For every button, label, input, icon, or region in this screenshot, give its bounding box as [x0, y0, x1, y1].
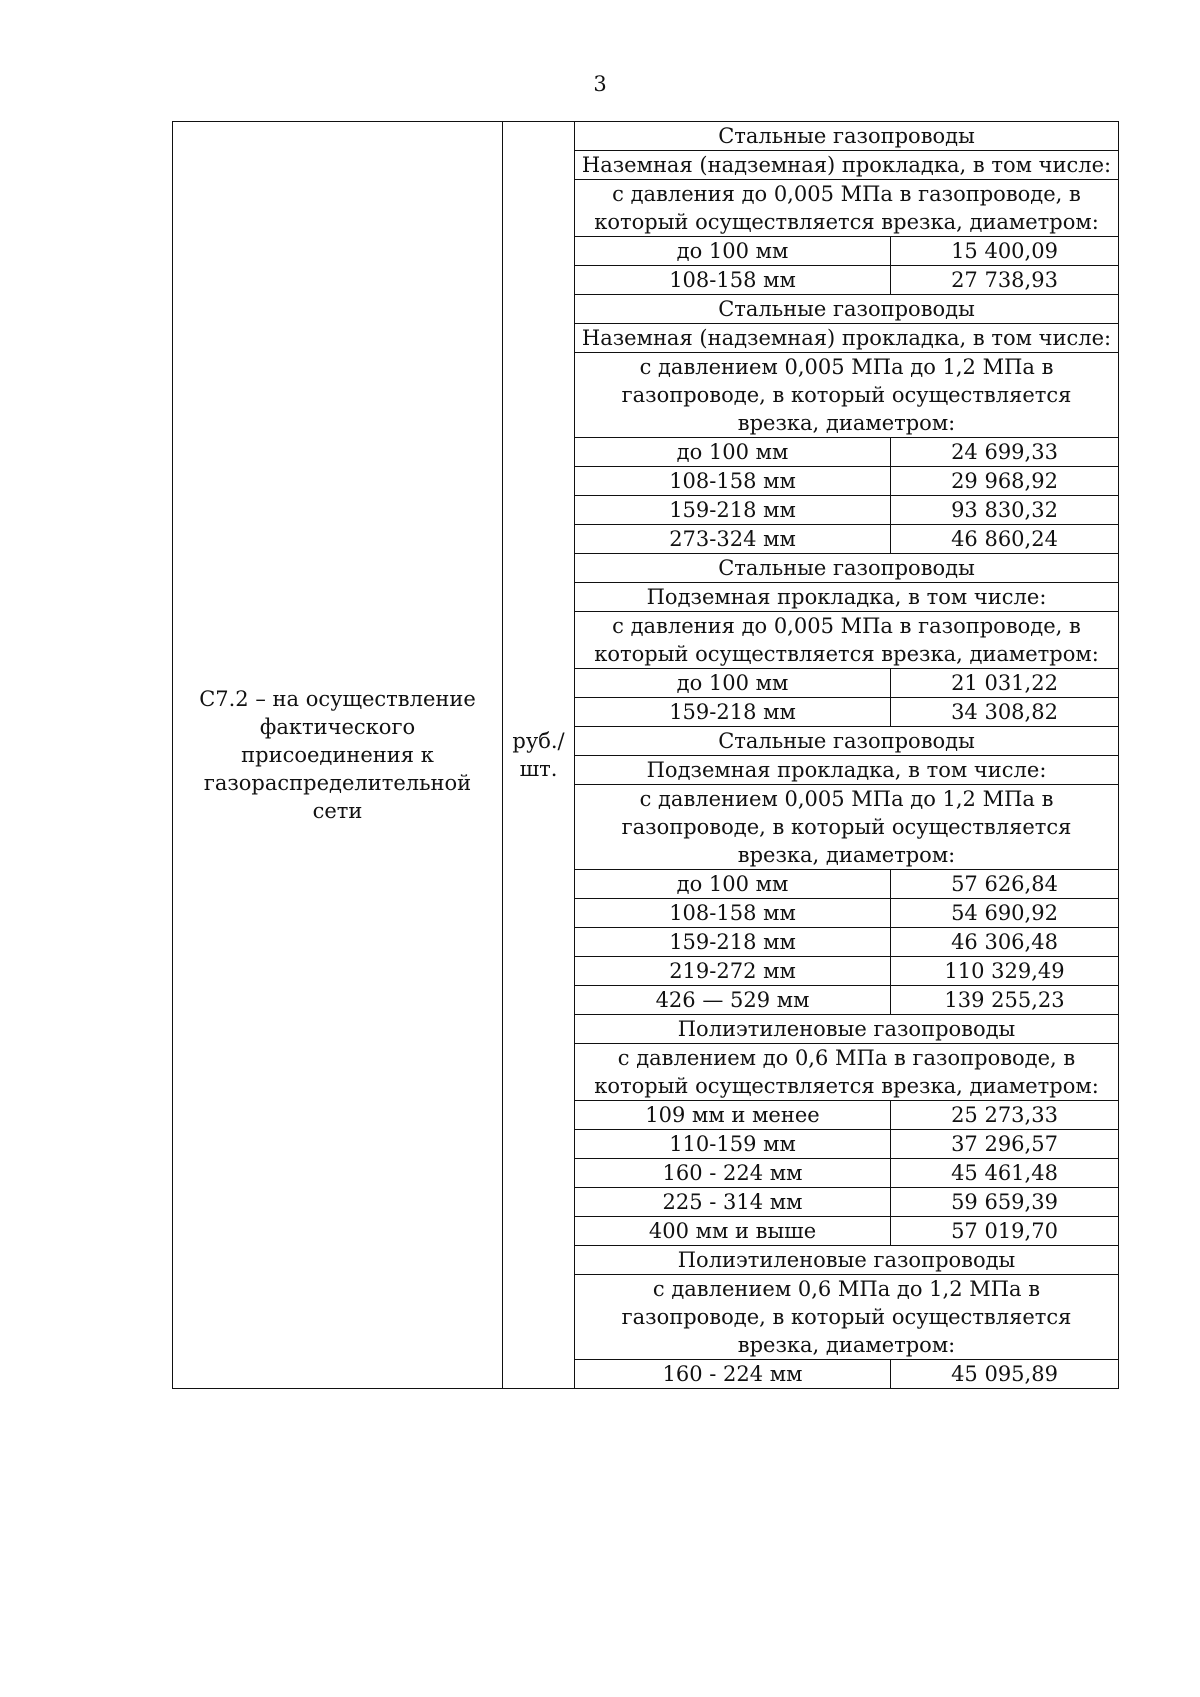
- diameter-cell: 108-158 мм: [575, 266, 891, 295]
- section-header: с давления до 0,005 МПа в газопроводе, в который осуществляется врезка, диаметром:: [575, 612, 1119, 669]
- price-cell: 37 296,57: [891, 1130, 1119, 1159]
- diameter-cell: 160 - 224 мм: [575, 1360, 891, 1389]
- diameter-cell: 159-218 мм: [575, 928, 891, 957]
- service-description: С7.2 – на осуществление фактического присоединения к газораспределительной сети: [173, 122, 503, 1389]
- price-cell: 29 968,92: [891, 467, 1119, 496]
- diameter-cell: 159-218 мм: [575, 496, 891, 525]
- diameter-cell: 159-218 мм: [575, 698, 891, 727]
- section-header: с давлением до 0,6 МПа в газопроводе, в который осуществляется врезка, диаметром:: [575, 1044, 1119, 1101]
- section-header: Наземная (надземная) прокладка, в том числе:: [575, 324, 1119, 353]
- diameter-cell: 108-158 мм: [575, 467, 891, 496]
- price-cell: 24 699,33: [891, 438, 1119, 467]
- price-cell: 45 095,89: [891, 1360, 1119, 1389]
- price-cell: 57 626,84: [891, 870, 1119, 899]
- section-header: с давлением 0,005 МПа до 1,2 МПа в газопроводе, в который осуществляется врезка, диаметром:: [575, 785, 1119, 870]
- price-cell: 45 461,48: [891, 1159, 1119, 1188]
- diameter-cell: 108-158 мм: [575, 899, 891, 928]
- diameter-cell: 400 мм и выше: [575, 1217, 891, 1246]
- page-number: 3: [593, 72, 607, 96]
- price-cell: 25 273,33: [891, 1101, 1119, 1130]
- section-header: с давлением 0,6 МПа до 1,2 МПа в газопроводе, в который осуществляется врезка, диаметром:: [575, 1275, 1119, 1360]
- diameter-cell: до 100 мм: [575, 669, 891, 698]
- section-header: Подземная прокладка, в том числе:: [575, 583, 1119, 612]
- diameter-cell: 225 - 314 мм: [575, 1188, 891, 1217]
- section-header-row: [173, 122, 1119, 151]
- tariff-table-body: [173, 122, 1119, 1389]
- section-header: Полиэтиленовые газопроводы: [575, 1246, 1119, 1275]
- price-cell: 57 019,70: [891, 1217, 1119, 1246]
- section-header: Наземная (надземная) прокладка, в том числе:: [575, 151, 1119, 180]
- unit-of-measure: руб./ шт.: [503, 122, 575, 1389]
- section-header: с давлением 0,005 МПа до 1,2 МПа в газопроводе, в который осуществляется врезка, диаметром:: [575, 353, 1119, 438]
- diameter-cell: до 100 мм: [575, 237, 891, 266]
- price-cell: 59 659,39: [891, 1188, 1119, 1217]
- section-header: Стальные газопроводы: [575, 122, 1119, 151]
- price-cell: 46 860,24: [891, 525, 1119, 554]
- section-header: Стальные газопроводы: [575, 727, 1119, 756]
- price-cell: 34 308,82: [891, 698, 1119, 727]
- price-cell: 21 031,22: [891, 669, 1119, 698]
- section-header: Полиэтиленовые газопроводы: [575, 1015, 1119, 1044]
- diameter-cell: 273-324 мм: [575, 525, 891, 554]
- diameter-cell: 426 — 529 мм: [575, 986, 891, 1015]
- price-cell: 110 329,49: [891, 957, 1119, 986]
- diameter-cell: 219-272 мм: [575, 957, 891, 986]
- price-cell: 139 255,23: [891, 986, 1119, 1015]
- section-header: с давления до 0,005 МПа в газопроводе, в который осуществляется врезка, диаметром:: [575, 180, 1119, 237]
- section-header: Подземная прокладка, в том числе:: [575, 756, 1119, 785]
- price-cell: 27 738,93: [891, 266, 1119, 295]
- price-cell: 93 830,32: [891, 496, 1119, 525]
- diameter-cell: 109 мм и менее: [575, 1101, 891, 1130]
- price-cell: 15 400,09: [891, 237, 1119, 266]
- diameter-cell: 160 - 224 мм: [575, 1159, 891, 1188]
- section-header: Стальные газопроводы: [575, 554, 1119, 583]
- diameter-cell: до 100 мм: [575, 870, 891, 899]
- tariff-table: [172, 121, 1119, 1389]
- diameter-cell: 110-159 мм: [575, 1130, 891, 1159]
- price-cell: 54 690,92: [891, 899, 1119, 928]
- diameter-cell: до 100 мм: [575, 438, 891, 467]
- price-cell: 46 306,48: [891, 928, 1119, 957]
- section-header: Стальные газопроводы: [575, 295, 1119, 324]
